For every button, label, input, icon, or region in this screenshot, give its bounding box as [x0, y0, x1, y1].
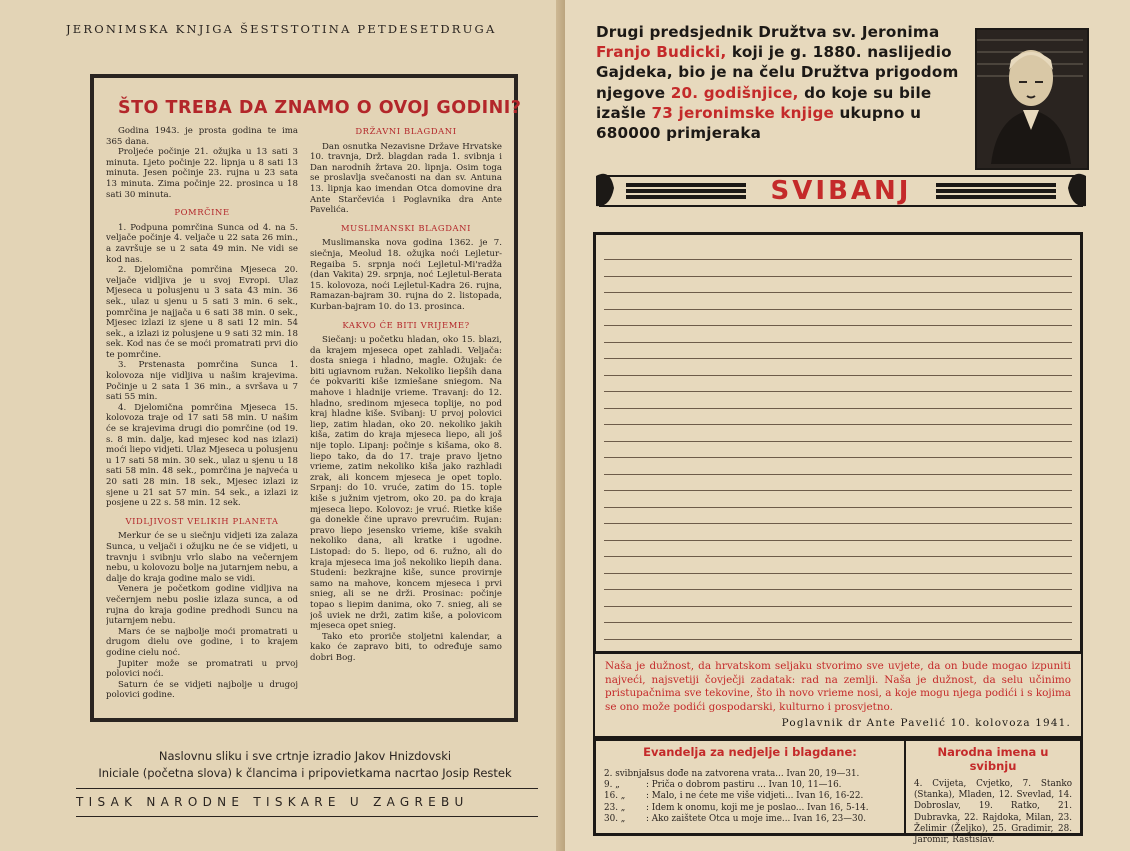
- quote-box: [593, 654, 1083, 738]
- month-banner: [596, 168, 1086, 214]
- planets-heading: VIDLJIVOST VELIKIH PLANETA: [125, 515, 279, 526]
- gospel-text: : Ako zaištete Otca u moje ime... Ivan 16, 23—30.: [646, 813, 867, 824]
- eclipse-4: 4. Djelomična pomrčina Mjeseca 15. kolovoza traje od 17 sati 58 min. U našim će se krajevima drugi dio pomrčine (od 19. s. 8 min. dalje, kad mjesec kod nas izlazi) moći liepo vidjeti. Ulaz Mjeseca u polusjenu u 17 sati 58 min. 30 sek., ulaz u sjenu u 18 sati 58 min. 48 sek., pomrčina je najveća u 20 sati 28 min. 18 sek., Mjesec izlazi iz sjene u 21 sat 57 min. 54 sek., a izlazi iz posjene u 22 s. 58 min. 12 sek.: [106, 402, 298, 509]
- credit-illustrations: Naslovnu sliku i sve crtnje izradio Jakov Hnizdovski: [158, 749, 452, 763]
- year-length-text: Godina 1943. je prosta godina te ima 365 dana.: [106, 126, 298, 147]
- notes-box: [593, 232, 1083, 654]
- right-column: [310, 126, 502, 701]
- writing-line: [604, 556, 1072, 557]
- writing-line: [604, 276, 1072, 277]
- writing-line: [604, 589, 1072, 590]
- seasons-text: Proljeće počinje 21. ožujka u 13 sati 3 minuta. Ljeto počinje 22. lipnja u 8 sati 13 minuta. Jesen počinje 23. rujna u 23 sata 13 minuta. Zima počinje 22. prosinca u 18 sati 30 minuta.: [106, 147, 298, 200]
- planets-mercury: Merkur će se u siečnju vidjeti iza zalaza Sunca, u veljači i ožujku ne će se vidjeti, u travnju i svibnju vrlo slabo na večernjem nebu, u kolovozu bolje na jutarnjem nebu, a dalje do kraja godine malo se vidi.: [106, 531, 298, 584]
- header-count: 73 jeronimske knjige: [651, 103, 835, 122]
- printer-line: TISAK NARODNE TISKARE U ZAGREBU: [76, 795, 469, 809]
- header-text: koji je g. 1880. naslijedio Gajdeka, bio je na čelu Družtva prigodom njegove: [596, 43, 959, 102]
- portrait-icon: [977, 30, 1083, 164]
- header-name: Franjo Budicki,: [596, 43, 727, 62]
- gospel-row: [604, 814, 896, 825]
- planets-mars: Mars će se najbolje moći promatrati u drugom dielu ove godine, i to krajem godine cielu noć.: [106, 626, 298, 658]
- names-text: 4. Cvijeta, Cvjetko, 7. Stanko (Stanka), Mladen, 12. Svevlad, 14. Dobroslav, 19. Ratko, 21. Dubravka, 22. Rajdoka, Milan, 23. Želimir (Željko), 25. Gradimir, 28. Jaromir, Rastislav.: [914, 779, 1072, 846]
- gospel-date: 9. „: [604, 780, 620, 791]
- eclipses-heading: POMRČINE: [174, 207, 230, 218]
- gospel-date: 16. „: [604, 791, 626, 802]
- bottom-box: [593, 738, 1083, 846]
- header-text: ukupno u 680000 primjeraka: [596, 103, 922, 143]
- writing-line: [604, 606, 1072, 607]
- writing-line: [604, 325, 1072, 326]
- portrait-woodcut: [975, 28, 1089, 170]
- gospel-row: [604, 780, 896, 791]
- state-holidays-text: Dan osnutka Nezavisne Države Hrvatske 10. travnja, Drž. blagdan rada 1. svibnja i Dan narodnih žrtava 20. lipnja. Osim toga se proslavlja svečanosti na dan sv. Antuna 13. lipnja kao imendan Otca domovine dra Ante Starčevića i Poglavnika dra Ante Pavelića.: [310, 141, 502, 216]
- names-heading: Narodna imena u svibnju: [937, 745, 1049, 773]
- writing-line: [604, 474, 1072, 475]
- quote-author: Poglavnik dr Ante Pavelić 10. kolovoza 1941.: [781, 717, 1071, 729]
- year-info-title: ŠTO TREBA DA ZNAMO O OVOJ GODINI?: [118, 98, 522, 118]
- gospels-heading: Evandelja za nedjelje i blagdane:: [643, 745, 857, 759]
- divider: [76, 816, 538, 817]
- writing-line: [604, 540, 1072, 541]
- header-text: do koje su bile izašle: [596, 83, 932, 122]
- planets-jupiter: Jupiter može se promatrati u prvoj polovici noći.: [106, 658, 298, 680]
- gospel-date: 23. „: [604, 802, 626, 813]
- right-page: [565, 0, 1130, 851]
- credit-initials: Iniciale (početna slova) k člancima i pripovietkama nacrtao Josip Restek: [98, 766, 512, 780]
- credits: [70, 748, 540, 782]
- gospel-row: [604, 791, 896, 802]
- writing-line: [604, 424, 1072, 425]
- eclipse-3: 3. Prstenasta pomrčina Sunca 1. kolovoza nije vidljiva u našim krajevima. Počinje u 2 sata 1 36 min., a svršava u 7 sati 55 min.: [106, 360, 298, 403]
- eclipse-1: 1. Podpuna pomrčina Sunca od 4. na 5. veljače počinje 4. veljače u 22 sata 26 min., a završuje se u 2 sata 49 min. Ne vidi se kod nas.: [106, 222, 298, 265]
- gospel-text: Isus dođe na zatvorena vrata... Ivan 20, 19—31.: [646, 769, 860, 779]
- muslim-holidays-text: Muslimanska nova godina 1362. je 7. siečnja, Meolud 18. ožujka noći Lejletur-Regaiba 5. srpnja noći Lejletul-Mi'radža (dan Vakita) 29. srpnja, noć Lejletul-Berata 15. kolovoza, noći Lejletul-Kadra 26. rujna, Ramazan-bajram 30. rujna do 2. listopada, Kurban-bajram 10. do 13. prosinca.: [310, 238, 502, 312]
- writing-line: [604, 259, 1072, 260]
- writing-line: [604, 358, 1072, 359]
- writing-line: [604, 639, 1072, 640]
- writing-line: [604, 342, 1072, 343]
- gospel-text: : Malo, i ne ćete me više vidjeti... Ivan 16, 16-22.: [646, 791, 864, 802]
- quote-text: Naša je dužnost, da hrvatskom seljaku stvorimo sve uvjete, da on bude mogao izpuniti najveći, najsvetiji čovječji zadatak: rad na zemlji. Naša je dužnost, da selu učinimo pristupačnima sve tekovine, što ih novo vrieme nosi, a koje mogu njega podići i s kojima se ono može podići gospodarski, kulturno i prosvjetno.: [605, 660, 1071, 713]
- left-column: [106, 126, 298, 701]
- writing-line: [604, 573, 1072, 574]
- gospel-text: : Priča o dobrom pastiru ... Ivan 10, 11—16.: [646, 780, 842, 791]
- writing-line: [604, 523, 1072, 524]
- names-panel: [906, 741, 1080, 846]
- eclipse-2: 2. Djelomična pomrčina Mjeseca 20. veljače vidljiva je u svoj Evropi. Ulaz Mjeseca u polusjenu u 3 sata 43 min. 36 sek., ulaz u sjenu u 5 sati 3 min. 6 sek., pomrčina je najjača u 6 sati 38 min. 0 sek., Mjesec izlazi iz sjene u 8 sati 12 min. 54 sek., a izlazi iz polusjene u 9 sati 32 min. 18 sek. Kod nas će se moći promatrati prvi dio te pomrčine.: [106, 265, 298, 360]
- header-text: Drugi predsjednik Družtva sv. Jeronima: [596, 23, 940, 41]
- writing-line: [604, 309, 1072, 310]
- writing-line: [604, 457, 1072, 458]
- gospels-panel: [596, 741, 906, 833]
- planets-saturn: Saturn će se vidjeti najbolje u drugoj polovici godine.: [106, 679, 298, 701]
- divider: [76, 788, 538, 789]
- month-title: SVIBANJ: [770, 176, 912, 206]
- state-holidays-heading: DRŽAVNI BLAGDANI: [355, 126, 457, 136]
- writing-line: [604, 507, 1072, 508]
- header-anniversary: 20. godišnjice,: [670, 83, 799, 102]
- writing-line: [604, 292, 1072, 293]
- writing-line: [604, 441, 1072, 442]
- writing-line: [604, 391, 1072, 392]
- writing-line: [604, 622, 1072, 623]
- closing-text: Tako eto proriče stoljetni kalendar, a kako će zapravo biti, to određuje samo dobri Bog.: [310, 631, 502, 663]
- writing-line: [604, 490, 1072, 491]
- gospel-row: [604, 769, 896, 780]
- month-header: [596, 22, 976, 143]
- gospel-row: [604, 803, 896, 814]
- planets-venus: Venera je početkom godine vidljiva na večernjem nebu poslie izlaza sunca, a od rujna do kraja godine predhodi Suncu na jutarnjem nebu.: [106, 584, 298, 627]
- weather-heading: KAKVO ĆE BITI VRIJEME?: [342, 319, 470, 330]
- gospel-text: : Idem k onomu, koji me je poslao... Ivan 16, 5-14.: [646, 802, 869, 813]
- writing-line: [604, 375, 1072, 376]
- year-info-box: [90, 74, 522, 722]
- running-head: JERONIMSKA KNJIGA ŠESTSTOTINA PETDESETDRUGA: [66, 22, 497, 36]
- gospel-date: 30. „: [604, 813, 626, 824]
- weather-text: Siečanj: u početku hladan, oko 15. blazi, da krajem mjeseca opet zahladi. Veljača: dosta sniega i hladno, magle. Ožujak: će biti ugiavnom ružan. Nekoliko liepših dana će pokvariti kiše izmiešane sniegom. Na mahove i hladnije vrieme. Travanj: do 12. hladno, sredinom mjeseca toplije, no pod kraj hladne kiše. Svibanj: U prvoj polovici liep, zatim hladan, oko 20. nekoliko jakih kiša, zatim do kraja mjeseca liepo, ali još nije toplo. Lipanj: počinje s kišama, oko 8. liepo tako, da do 17. traje pravo ljetno vrieme, zatim nekoliko kiša jako razhladi zrak, ali koncem mjeseca je opet toplo. Srpanj: do 10. vruće, zatim do 15. tople kiše s južnim vjetrom, oko 20. pa do kraja mjeseca liepo. Kolovoz: je vruć. Rietke kiše ga donekle čine upravo prevrućim. Rujan: pravo liepo jesensko vrieme, kiše svakih nekoliko dana, ali kratke i ugodne. Listopad: do 5. liepo, od 6. ružno, ali do kraja mjeseca ima još nekoliko liepih dana. Studeni: bezkrajne kiše, sunce provirnje samo na mahove, koncem mjeseca i prvi snieg, ali se ne drži. Prosinac: počinje topao s liepim danima, oko 7. snieg, ali se još uviek ne drži, zatim kiše, a polovicom mjeseca opet snieg.: [310, 335, 502, 632]
- gospel-date: 2. svibnja:: [604, 769, 650, 779]
- writing-line: [604, 408, 1072, 409]
- muslim-holidays-heading: MUSLIMANSKI BLAGDANI: [340, 222, 471, 233]
